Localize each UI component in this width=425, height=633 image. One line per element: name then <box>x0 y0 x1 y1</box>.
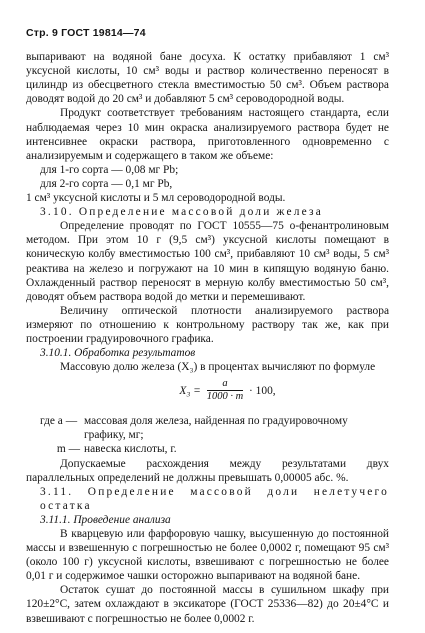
subsection-heading-procedure: 3.11.1. Проведение анализа <box>40 513 171 526</box>
legend-row <box>40 414 389 442</box>
paragraph-procedure: В кварцевую или фарфоровую чашку, высушенную до постоянной массы и взвешенную с погрешностью не более 0,0002 г, помещают 95 см³ (около 100 г) уксусной кислоты, взвешивают с погрешностью не более 0,01 г и содержимое чашки осторожно выпаривают на водяной бане. <box>26 528 389 583</box>
formula-lhs: X₃ = <box>179 384 201 397</box>
formula-legend <box>26 414 389 456</box>
paragraph-continuation: выпаривают на водяной бане досуха. К остатку прибавляют 1 см³ уксусной кислоты, 10 см³ воды и раствор количественно переносят в цилиндр из обесцветного стекла вместимостью 50 см³. Объем раствора доводят водой до 20 см³ и добавляют 5 см³ сероводородной воды. <box>26 51 389 106</box>
legend-row <box>40 442 389 456</box>
paragraph-tolerance: Допускаемые расхождения между результатами двух параллельных определений не должны превышать 0,00005 абс. %. <box>26 457 389 484</box>
subsection-heading-results: 3.10.1. Обработка результатов <box>40 347 196 360</box>
paragraph-formula-intro: Массовую долю железа (X₃) в процентах вычисляют по формуле <box>60 361 376 374</box>
paragraph-drying: Остаток сушат до постоянной массы в сушильном шкафу при 120±2°С, затем охлаждают в эксикаторе (ГОСТ 25336—82) до 20±4°С и взвешивают с погрешностью не более 0,0002 г. <box>26 584 389 625</box>
paragraph-iron-method: Определение проводят по ГОСТ 10555—75 о-фенантролиновым методом. При этом 10 г (9,5 см³) уксусной кислоты помещают в коническую колбу вместимостью 100 см³, прибавляют 10 см³ воды, 5 см³ реактива на железо и погружают на 10 мин в кипящую водяную баню. Охлажденный раствор переносят в мерную колбу вместимостью 50 см³, доводят объем раствора водой до метки и перемешивают. <box>26 220 389 303</box>
page-header: Стр. 9 ГОСТ 19814—74 <box>26 27 146 39</box>
formula-fraction <box>207 378 243 403</box>
paragraph-requirement: Продукт соответствует требованиям настоящего стандарта, если наблюдаемая через 10 мин окраска анализируемого раствора будет не интенсивнее окраски раствора, приготовленного одновременно с анализируемым и содержащего в таком же объеме: <box>26 107 389 162</box>
formula-rhs: · 100, <box>249 384 276 397</box>
reagent-note: 1 см³ уксусной кислоты и 5 мл сероводородной воды. <box>26 192 286 205</box>
grade-2-limit: для 2-го сорта — 0,1 мг Pb, <box>40 177 173 190</box>
legend-text: массовая доля железа, найденная по градуировочному графику, мг; <box>84 415 348 442</box>
paragraph-optical-density: Величину оптической плотности анализируемого раствора измеряют по отношению к контрольному раствору так же, как при построении градуировочного графика. <box>26 304 389 345</box>
formula-iron <box>66 378 389 408</box>
legend-symbol: m — <box>56 443 80 456</box>
section-heading-residue: 3.11. Определение массовой доли нелетучего остатка <box>40 485 389 512</box>
section-heading-iron: 3.10. Определение массовой доли железа <box>40 206 323 219</box>
formula-numerator: a <box>207 378 243 391</box>
legend-text: навеска кислоты, г. <box>84 443 177 456</box>
formula-denominator: 1000 · m <box>206 391 244 403</box>
grade-1-limit: для 1-го сорта — 0,08 мг Pb; <box>40 163 179 176</box>
legend-symbol: где a — <box>40 415 78 428</box>
